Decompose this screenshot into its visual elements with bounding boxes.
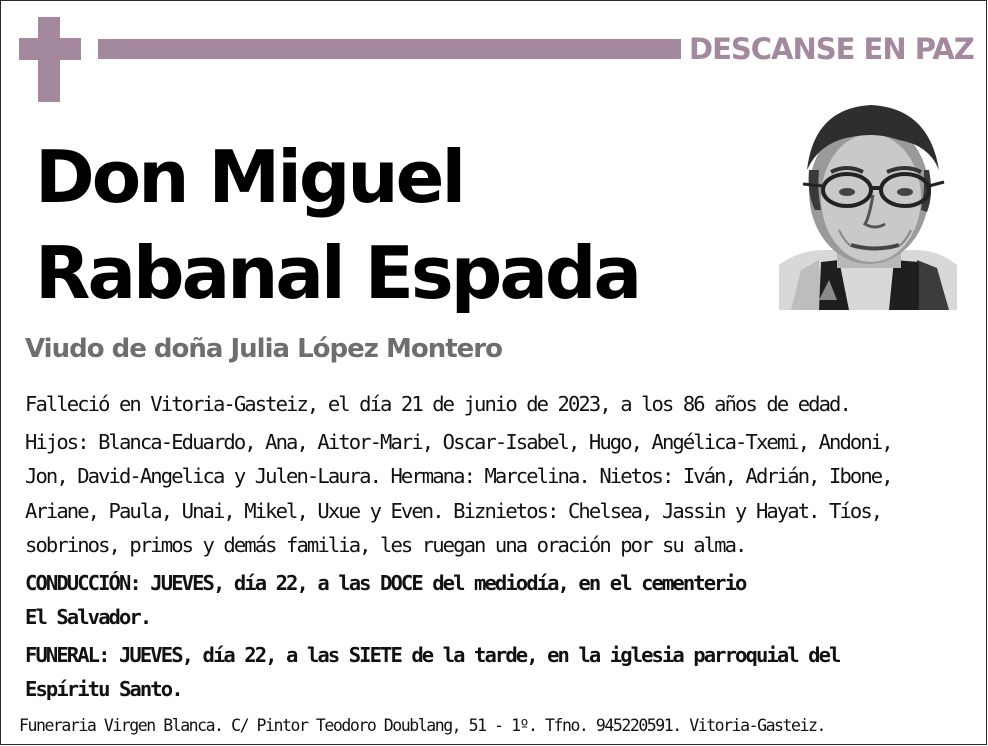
funeral-home-footer: Funeraria Virgen Blanca. C/ Pintor Teodoro Doublang, 51 - 1º. Tfno. 945220591. Vitoria-Gasteiz. <box>19 716 825 735</box>
family-line-2: Jon, David-Angelica y Julen-Laura. Hermana: Marcelina. Nietos: Iván, Adrián, Ibone, <box>25 464 892 488</box>
family-line-1: Hijos: Blanca-Eduardo, Ana, Aitor-Mari, Oscar-Isabel, Hugo, Angélica-Txemi, Andoni, <box>25 429 892 454</box>
cross-horizontal-arm <box>19 38 81 60</box>
name-line-2: Rabanal Espada <box>35 231 640 315</box>
death-notice: Falleció en Vitoria-Gasteiz, el día 21 de junio de 2023, a los 86 años de edad. <box>25 392 850 416</box>
name-line-1: Don Miguel <box>35 135 464 219</box>
family-line-4: sobrinos, primos y demás familia, les ruegan una oración por su alma. <box>25 533 746 557</box>
widow-subtitle: Viudo de doña Julia López Montero <box>25 334 502 364</box>
funeral-line-1: FUNERAL: JUEVES, día 22, a las SIETE de la tarde, en la iglesia parroquial del <box>25 642 840 667</box>
deceased-name <box>35 129 755 321</box>
portrait-photo <box>779 100 957 310</box>
header-divider-bar <box>98 39 681 59</box>
conduccion-line-2: El Salvador. <box>25 605 151 629</box>
conduccion-line-1: CONDUCCIÓN: JUEVES, día 22, a las DOCE del mediodía, en el cementerio <box>25 570 746 595</box>
funeral-line-2: Espíritu Santo. <box>25 677 182 701</box>
header-label: DESCANSE EN PAZ <box>689 32 974 66</box>
family-line-3: Ariane, Paula, Unai, Mikel, Uxue y Even. Biznietos: Chelsea, Jassin y Hayat. Tíos, <box>25 498 882 523</box>
notice-body <box>25 387 973 707</box>
